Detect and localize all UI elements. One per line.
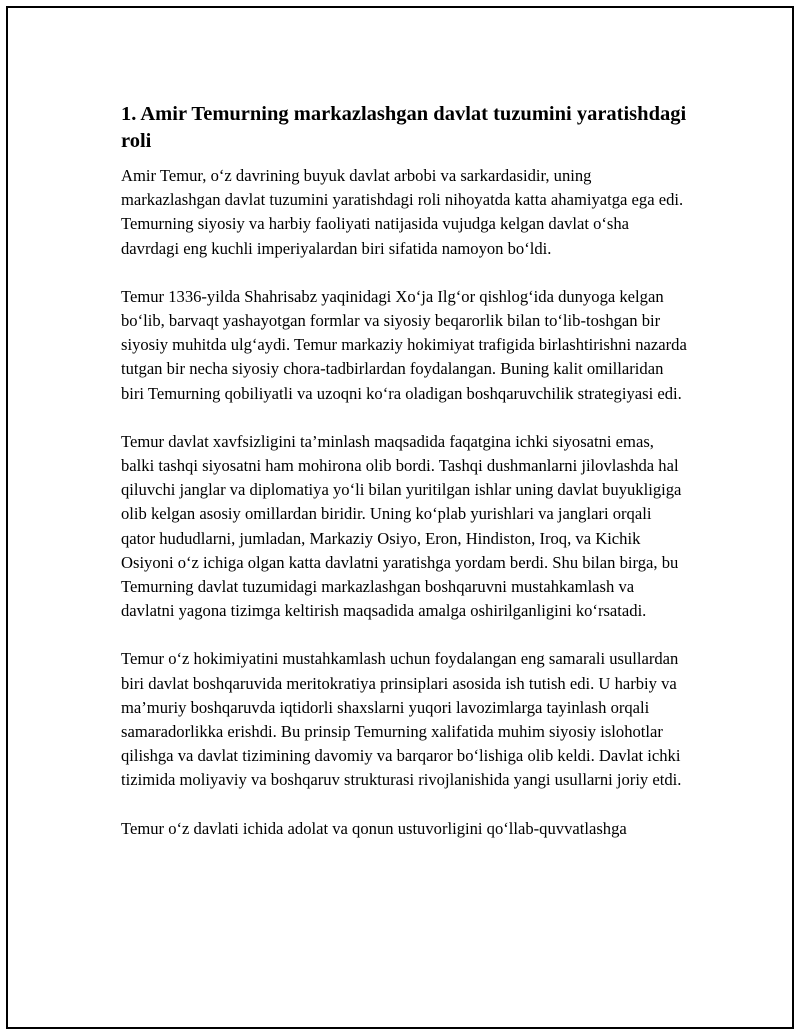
paragraph-3: Temur davlat xavfsizligini ta’minlash maqsadida faqatgina ichki siyosatni emas, balki tashqi siyosatni ham mohirona olib bordi. Tashqi dushmanlarni jilovlashda hal qiluvchi janglar va diplomatiya yo‘li bilan yuritilgan ishlar uning davlat buyukligiga olib kelgan asosiy omillardan biridir. Uning ko‘plab yurishlari va janglari orqali qator hududlarni, jumladan, Markaziy Osiyo, Eron, Hindiston, Iroq, va Kichik Osiyoni o‘z ichiga olgan katta davlatni yaratishga yordam berdi. Shu bilan birga, bu Temurning davlat tuzumidagi markazlashgan boshqaruvni mustahkamlash va davlatni yagona tizimga keltirish maqsadida amalga oshirilganligini ko‘rsatadi.: [121, 431, 682, 621]
page-frame: [6, 6, 794, 1029]
document-title: 1. Amir Temurning markazlashgan davlat tuzumini yaratishdagi roli: [121, 103, 687, 152]
paragraph-4: Temur o‘z hokimiyatini mustahkamlash uchun foydalangan eng samarali usullardan biri davlat boshqaruvida meritokratiya prinsiplari asosida ish tutish edi. U harbiy va ma’muriy boshqaruvda iqtidorli shaxslarni yuqori lavozimlarga tayinlash orqali samaradorlikka erishdi. Bu prinsip Temurning xalifatida muhim siyosiy islohotlar qilishga va davlat tizimining davomiy va barqaror bo‘lishiga olib keldi. Davlat ichki tizimida moliyaviy va boshqaruv strukturasi rivojlanishida yangi usullarni joriy etdi.: [121, 649, 682, 790]
document-body: [121, 101, 689, 865]
paragraph-2: Temur 1336-yilda Shahrisabz yaqinidagi Xo‘ja Ilg‘or qishlog‘ida dunyoga kelgan bo‘lib, barvaqt yashayotgan formlar va siyosiy beqarorlik bilan to‘lib-toshgan bir siyosiy muhitda ulg‘aydi. Temur markaziy hokimiyat trafigida birlashtirishni nazarda tutgan bir necha siyosiy chora-tadbirlardan foydalangan. Buning kalit omillaridan biri Temurning qobiliyatli va uzoqni ko‘ra oladigan boshqaruvchilik strategiyasi edi.: [121, 286, 687, 403]
paragraph-1: Amir Temur, o‘z davrining buyuk davlat arbobi va sarkardasidir, uning markazlashgan davlat tuzumini yaratishdagi roli nihoyatda katta ahamiyatga ega edi. Temurning siyosiy va harbiy faoliyati natijasida vujudga kelgan davlat o‘sha davrdagi eng kuchli imperiyalardan biri sifatida namoyon bo‘ldi.: [121, 166, 684, 258]
paragraph-5: Temur o‘z davlati ichida adolat va qonun ustuvorligini qo‘llab-quvvatlashga: [121, 818, 627, 838]
